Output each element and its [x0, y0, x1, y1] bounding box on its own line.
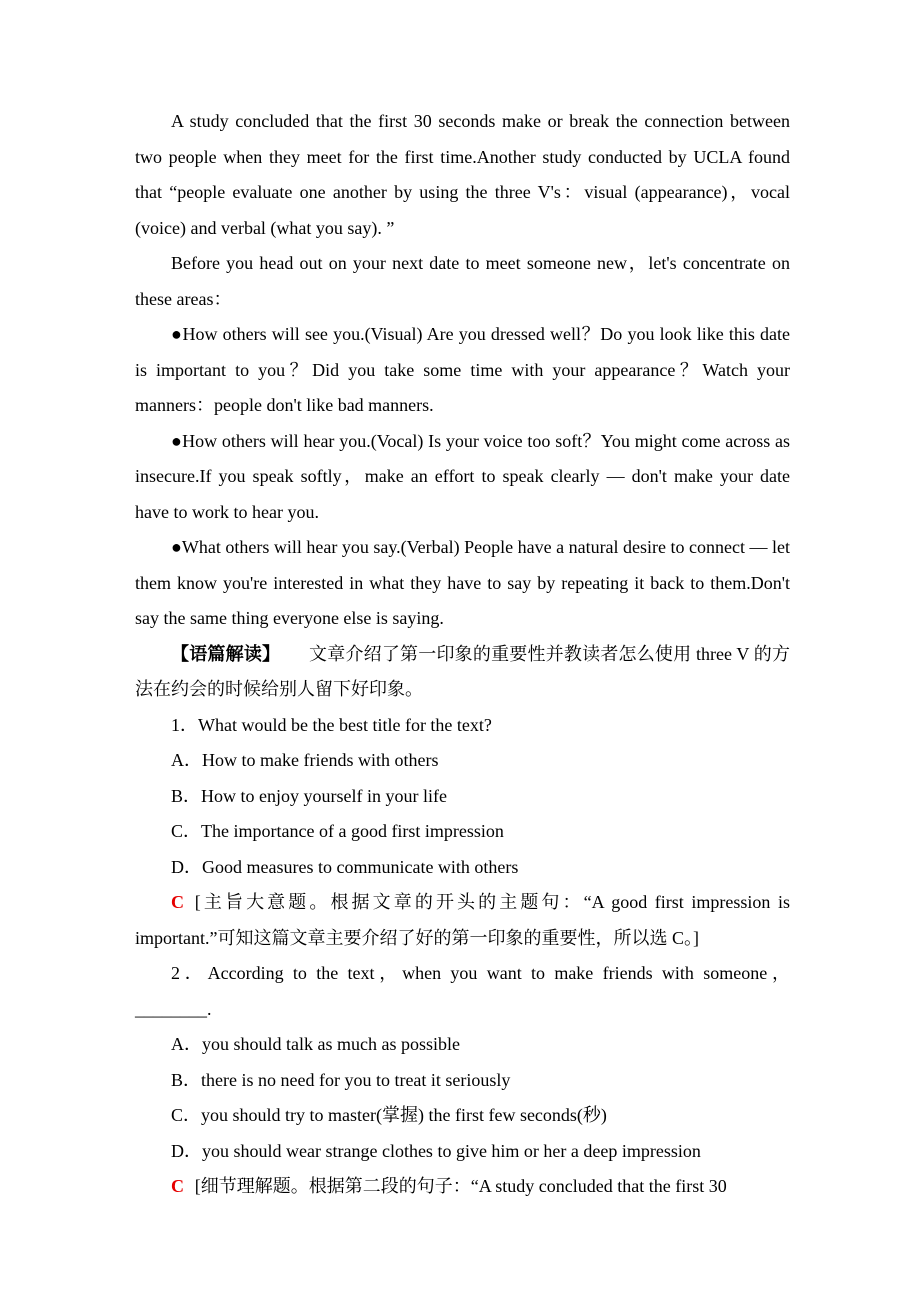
question-2-answer-explanation: [细节理解题。根据第二段的句子：“A study concluded that the first 30 — [194, 1176, 727, 1196]
question-2-answer — [135, 1169, 790, 1205]
question-2-answer-letter: C — [171, 1176, 184, 1196]
question-2-stem: 2．According to the text，when you want to make friends with someone，________. — [135, 963, 790, 1019]
question-1-option-d: D．Good measures to communicate with others — [171, 856, 519, 877]
analysis-label: 【语篇解读】 — [171, 643, 281, 664]
question-1-option-b: B．How to enjoy yourself in your life — [171, 785, 447, 806]
analysis-text: 文章介绍了第一印象的重要性并教读者怎么使用 three V 的方法在约会的时候给别人留下好印象。 — [135, 643, 790, 699]
question-1-option-c: C．The importance of a good first impression — [171, 821, 504, 841]
bullet-paragraph-verbal: ●What others will hear you say.(Verbal) People have a natural desire to connect — let them know you're interested in what they have to say by repeating it back to them.Don't say the same thing everyone else is saying. — [135, 537, 790, 628]
question-block-1 — [135, 708, 790, 957]
question-1-answer — [135, 885, 790, 956]
question-1-answer-explanation: [主旨大意题。根据文章的开头的主题句：“A good first impression is important.”可知这篇文章主要介绍了好的第一印象的重要性，所以选 C。] — [135, 892, 790, 948]
body-paragraph-intro: Before you head out on your next date to meet someone new，let's concentrate on these areas： — [135, 253, 790, 309]
question-2-option-b: B．there is no need for you to treat it seriously — [171, 1069, 511, 1090]
passage-analysis — [135, 637, 790, 708]
question-2-option-d: D．you should wear strange clothes to give him or her a deep impression — [171, 1140, 701, 1161]
bullet-paragraph-vocal: ●How others will hear you.(Vocal) Is your voice too soft？You might come across as insecure.If you speak softly，make an effort to speak clearly — don't make your date have to work to hear you. — [135, 430, 790, 522]
question-1-stem: 1．What would be the best title for the text? — [171, 714, 492, 735]
body-paragraph-study: A study concluded that the first 30 seconds make or break the connection between two people when they meet for the first time.Another study conducted by UCLA found that “people evaluate one another by using the three V's：visual (appearance)，vocal (voice) and verbal (what you say). ” — [135, 111, 790, 238]
question-2-option-c: C．you should try to master(掌握) the first few seconds(秒) — [171, 1105, 607, 1125]
question-2-option-a: A．you should talk as much as possible — [171, 1034, 460, 1054]
bullet-paragraph-visual: ●How others will see you.(Visual) Are you dressed well？Do you look like this date is important to you？Did you take some time with your appearance？Watch your manners：people don't like bad manners. — [135, 324, 790, 415]
question-1-option-a: A．How to make friends with others — [171, 750, 439, 770]
question-1-answer-letter: C — [171, 892, 184, 912]
question-block-2 — [135, 956, 790, 1205]
